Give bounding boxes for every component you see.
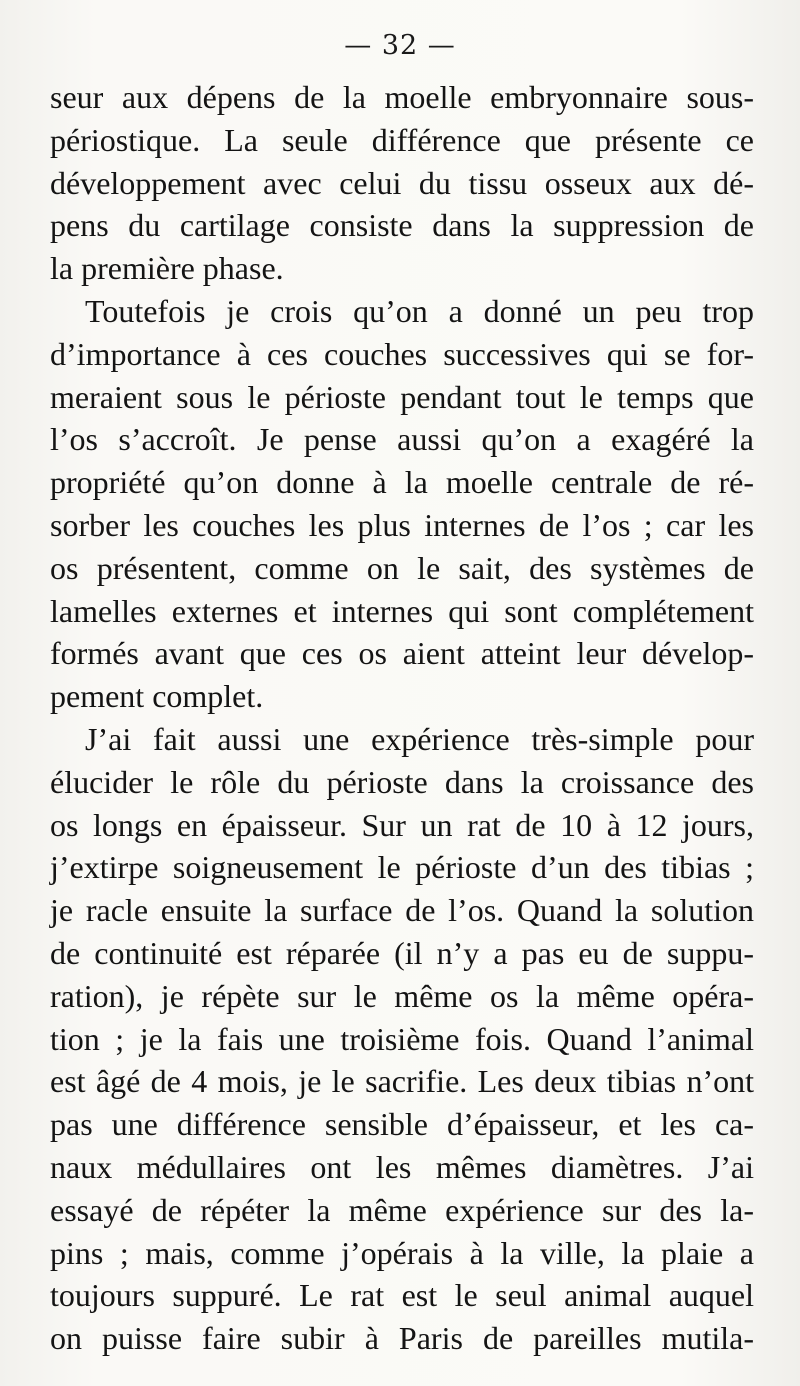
page-number: — 32 — — [344, 30, 456, 61]
text-line: de continuité est réparée (il n’y a pas eu de suppu- — [50, 934, 754, 971]
text-line: os présentent, comme on le sait, des systèmes de — [50, 549, 754, 586]
text-line: pins ; mais, comme j’opérais à la ville, la plaie a — [50, 1234, 754, 1271]
text-line: pement complet. — [50, 678, 264, 715]
text-line: lamelles externes et internes qui sont complétement — [50, 592, 754, 629]
text-line: os longs en épaisseur. Sur un rat de 10 à 12 jours, — [50, 806, 754, 843]
text-line: j’extirpe soigneusement le périoste d’un des tibias ; — [50, 849, 754, 886]
text-line: seur aux dépens de la moelle embryonnaire sous- — [50, 79, 754, 115]
text-line: je racle ensuite la surface de l’os. Quand la solution — [50, 892, 754, 929]
text-line: on puisse faire subir à Paris de pareilles mutila- — [50, 1320, 754, 1357]
body-text — [50, 76, 754, 1360]
text-line: ration), je répète sur le même os la même opéra- — [50, 977, 754, 1014]
text-line: développement avec celui du tissu osseux aux dé- — [50, 164, 754, 201]
text-line: est âgé de 4 mois, je le sacrifie. Les deux tibias n’ont — [50, 1063, 754, 1100]
text-line: formés avant que ces os aient atteint leur dévelop- — [50, 635, 754, 672]
text-line: meraient sous le périoste pendant tout le temps que — [50, 378, 754, 415]
text-line: tion ; je la fais une troisième fois. Quand l’animal — [50, 1020, 754, 1057]
text-line: toujours suppuré. Le rat est le seul animal auquel — [50, 1277, 754, 1314]
text-line: d’importance à ces couches successives qui se for- — [50, 335, 754, 372]
text-line: J’ai fait aussi une expérience très-simple pour — [85, 720, 754, 757]
text-line: élucider le rôle du périoste dans la croissance des — [50, 763, 754, 800]
text-line: Toutefois je crois qu’on a donné un peu trop — [85, 292, 754, 329]
text-line: périostique. La seule différence que présente ce — [50, 121, 754, 158]
text-line: pas une différence sensible d’épaisseur, et les ca- — [50, 1106, 754, 1143]
text-line: propriété qu’on donne à la moelle centrale de ré- — [50, 464, 754, 501]
text-line: sorber les couches les plus internes de l’os ; car les — [50, 506, 754, 543]
text-line: la première phase. — [50, 250, 284, 287]
text-line: essayé de répéter la même expérience sur des la- — [50, 1191, 754, 1228]
text-line: l’os s’accroît. Je pense aussi qu’on a exagéré la — [50, 421, 754, 458]
text-line: pens du cartilage consiste dans la suppression de — [50, 207, 754, 244]
text-line: naux médullaires ont les mêmes diamètres. J’ai — [50, 1148, 754, 1185]
